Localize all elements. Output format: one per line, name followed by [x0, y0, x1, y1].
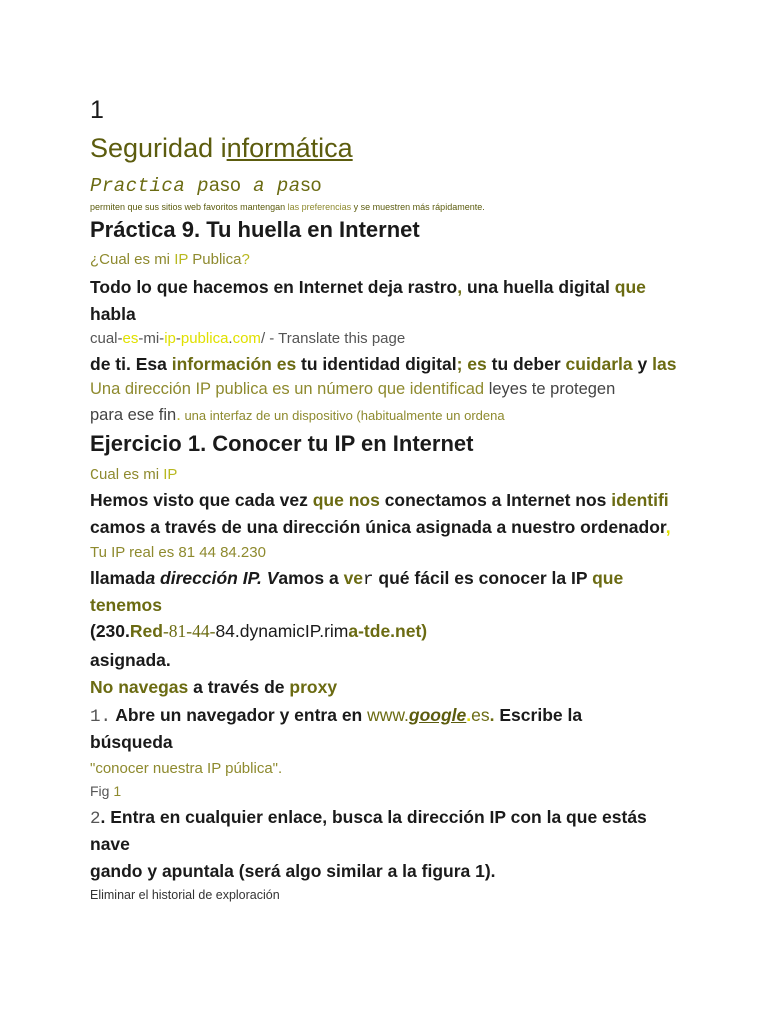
paragraph1-line2: habla — [90, 304, 136, 324]
url-a: cual- — [90, 330, 123, 347]
ip-a: Tu IP real es — [90, 544, 179, 561]
step2-a: . Entra en cualquier enlace, busca la dirección IP con la que estás — [100, 807, 647, 827]
step1-d: . — [466, 705, 472, 725]
step1-number: 1. — [90, 707, 112, 727]
tiny-note-c: y se muestren más rápidamente. — [351, 202, 485, 212]
link1-c: Publica — [188, 251, 242, 268]
link1-b: IP — [174, 251, 189, 268]
url-h: com — [232, 330, 261, 347]
p1-c: una huella digital — [462, 277, 615, 297]
figure-label — [90, 783, 121, 799]
footer-note: Eliminar el historial de exploración — [90, 888, 280, 902]
step1-c: google — [408, 705, 467, 725]
p3l2-b: , — [665, 517, 671, 537]
fig-a: Fig — [90, 783, 110, 799]
subtitle-part-a: Practica p — [90, 175, 210, 197]
heading-practica: Práctica 9. Tu huella en Internet — [90, 217, 420, 242]
url-g: . — [228, 330, 233, 347]
tiny-note — [90, 202, 485, 212]
ip-real-line — [90, 544, 266, 561]
link2-a: C — [90, 467, 100, 484]
proxy-line — [90, 677, 337, 698]
subtitle-part-b: aso — [209, 175, 242, 196]
search-quote: "conocer nuestra IP pública". — [90, 760, 283, 777]
link-cual-es-mi-ip-2[interactable] — [90, 466, 177, 484]
p2-d: ; — [456, 354, 463, 374]
host-e: a — [348, 621, 359, 641]
step1-e: es — [471, 705, 490, 725]
paragraph3-line1 — [90, 490, 669, 511]
p4-e: r — [363, 570, 374, 590]
p3l2-a: camos a través de una dirección única asignada a nuestro ordenador — [90, 517, 666, 537]
p2l3-c: una interfaz de un dispositivo (habitualmente un ordena — [180, 408, 505, 423]
proxy-a: No navegas — [90, 677, 189, 697]
step1-a: Abre un navegador y entra en — [111, 705, 368, 725]
p4-f: qué fácil es conocer la IP — [373, 568, 593, 588]
host-c: -81-44- — [162, 621, 216, 641]
p2-a: de ti. Esa — [90, 354, 172, 374]
host-a: (230. — [90, 621, 130, 641]
title-part-a: Seguridad i — [90, 133, 227, 163]
url-c: -mi- — [138, 330, 165, 347]
url-j: - Translate this page — [265, 330, 406, 347]
host-f: -tde.net) — [358, 621, 428, 641]
subtitle-part-c: a pa — [241, 175, 301, 197]
step2-line1 — [90, 807, 647, 829]
url-e: - — [175, 330, 181, 347]
link1-d: ? — [241, 251, 250, 268]
subtitle — [90, 175, 322, 197]
url-d: ip — [164, 330, 176, 347]
p4-d: ve — [343, 568, 364, 588]
p4-c: amos a — [278, 568, 344, 588]
p2-i: las — [652, 354, 677, 374]
paragraph5: asignada. — [90, 650, 171, 670]
p2-h: y — [632, 354, 653, 374]
p2l3-b: . — [176, 406, 181, 424]
paragraph4-line1 — [90, 568, 623, 590]
p3-a: Hemos visto que cada vez — [90, 490, 313, 510]
step1-g: Escribe la — [494, 705, 583, 725]
document-title — [90, 133, 353, 164]
p2-b: información es — [171, 354, 297, 374]
p1-d: que — [614, 277, 646, 297]
step1-line1 — [90, 705, 582, 727]
proxy-c: proxy — [289, 677, 338, 697]
host-d: 84.dynamicIP.rim — [215, 621, 349, 641]
url-b: es — [122, 330, 139, 347]
p2-c: tu identidad digital — [296, 354, 457, 374]
paragraph4-line2: tenemos — [90, 595, 162, 615]
heading-ejercicio: Ejercicio 1. Conocer tu IP en Internet — [90, 431, 474, 456]
paragraph2-line2 — [90, 380, 615, 399]
step2-number: 2 — [90, 809, 101, 829]
step1-f: . — [489, 705, 495, 725]
p2-f: tu deber — [486, 354, 566, 374]
url-line[interactable] — [90, 330, 405, 347]
proxy-b: a través de — [188, 677, 290, 697]
p2-g: cuidarla — [565, 354, 633, 374]
paragraph2-line3 — [90, 406, 505, 425]
p3-d: identifi — [611, 490, 669, 510]
link2-c: IP — [163, 466, 178, 483]
step1-b: www. — [367, 705, 409, 725]
ip-b: 81 44 84.230 — [178, 544, 266, 561]
step1-line2: búsqueda — [90, 732, 173, 752]
url-f: publica — [180, 330, 229, 347]
host-b: Red — [129, 621, 163, 641]
p1-b: , — [457, 277, 463, 297]
title-part-b: nformática — [226, 133, 353, 163]
paragraph1-line1 — [90, 277, 646, 298]
page-number: 1 — [90, 96, 104, 124]
step2-line2: nave — [90, 834, 130, 854]
p4-a: llamad — [90, 568, 146, 588]
p3-b: que nos — [312, 490, 380, 510]
step2-line3: gando y apuntala (será algo similar a la figura 1). — [90, 861, 496, 881]
link-cual-es-mi-ip[interactable] — [90, 251, 250, 268]
tiny-note-b: las preferencias — [287, 202, 352, 212]
p4-g: que — [592, 568, 624, 588]
p1-a: Todo lo que hacemos en Internet deja rastro — [90, 277, 458, 297]
p3-c: conectamos a Internet nos — [379, 490, 612, 510]
url-i: / — [260, 330, 266, 347]
subtitle-part-d: so — [300, 175, 322, 196]
paragraph3-line2 — [90, 517, 671, 538]
p2l2-b: leyes te protegen — [484, 380, 616, 398]
link1-a: ¿Cual es mi — [90, 251, 175, 268]
p4-b: a dirección IP. V — [145, 568, 279, 588]
tiny-note-a: permiten que sus sitios web favoritos mantengan — [90, 202, 288, 212]
p2-e: es — [462, 354, 487, 374]
hostname-line — [90, 621, 427, 642]
p2l3-a: para ese fin — [90, 406, 177, 424]
paragraph2-line1 — [90, 354, 676, 375]
link2-b: ual es mi — [99, 466, 164, 483]
fig-b: 1 — [109, 783, 122, 799]
p2l2-a: Una dirección IP publica es un número que identificad — [90, 380, 485, 398]
